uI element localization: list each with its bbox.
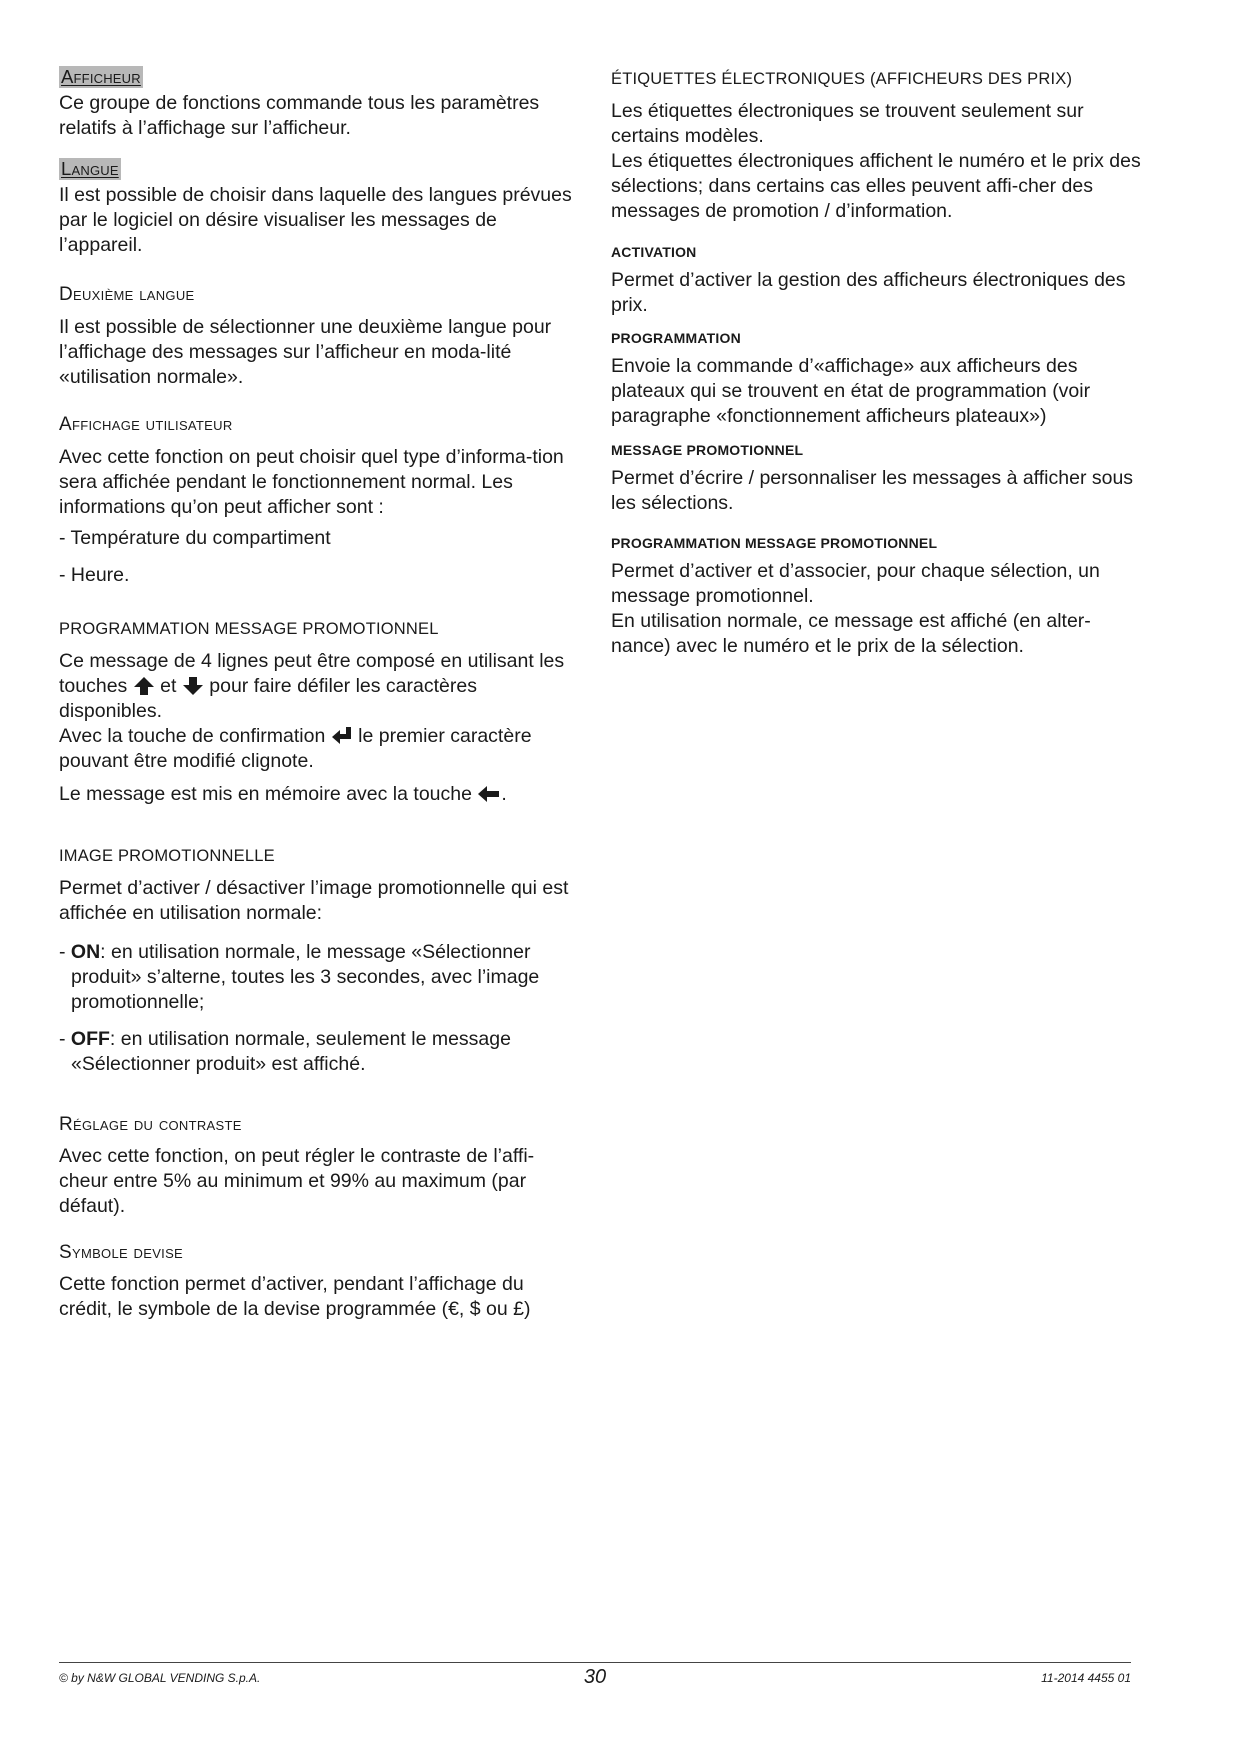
section-afficheur	[59, 66, 579, 141]
on-label: ON	[70, 941, 101, 963]
section-etiquettes	[611, 70, 1141, 224]
enter-icon	[331, 726, 353, 746]
afficheur-text: Ce groupe de fonctions commande tous les paramètres relatifs à l’affichage sur l’afficheur.	[59, 92, 540, 139]
etiquettes-text-2: Les étiquettes électroniques affichent le numéro et le prix des sélections; dans certains cas elles peuvent affi-cher des messages de promotion / d’information.	[611, 150, 1141, 222]
langue-text: Il est possible de choisir dans laquelle des langues prévues par le logiciel on désire visualiser les messages de l’appareil.	[59, 184, 572, 256]
list-item: - Température du compartiment	[59, 527, 331, 549]
section-affichage-utilisateur	[59, 414, 579, 588]
heading-deuxieme-langue: Deuxième langue	[59, 284, 195, 305]
list-item-off: - OFF: en utilisation normale, seulement le message «Sélectionner produit» est affiché.	[59, 1028, 511, 1075]
affichage-utilisateur-text: Avec cette fonction on peut choisir quel type d’informa-tion sera affichée pendant le fonctionnement normal. Les informations qu’on peut afficher sont :	[59, 446, 564, 518]
deuxieme-langue-text: Il est possible de sélectionner une deuxième langue pour l’affichage des messages sur l’afficheur en moda-lité «utilisation normale».	[59, 316, 552, 388]
heading-affichage-utilisateur: Affichage utilisateur	[59, 414, 233, 435]
off-label: OFF	[70, 1028, 110, 1050]
list-item-on: - ON: en utilisation normale, le message «Sélectionner produit» s’alterne, toutes les 3 secondes, avec l’image promotionnelle;	[59, 941, 540, 1013]
heading-programmation: PROGRAMMATION	[611, 330, 741, 346]
heading-langue: Langue	[61, 158, 119, 179]
section-message-promotionnel	[611, 442, 1141, 516]
list-item: - Heure.	[59, 564, 130, 586]
footer-divider	[59, 1662, 1131, 1663]
message-promotionnel-text: Permet d’écrire / personnaliser les messages à afficher sous les sélections.	[611, 467, 1134, 514]
programmation-text: Envoie la commande d’«affichage» aux afficheurs des plateaux qui se trouvent en état de programmation (voir paragraphe «fonctionnement afficheurs plateaux»)	[611, 355, 1091, 427]
heading-programmation-message: PROGRAMMATION MESSAGE PROMOTIONNEL	[59, 620, 439, 638]
arrow-down-icon	[182, 676, 204, 696]
heading-reglage-contraste: Réglage du contraste	[59, 1114, 242, 1135]
page-number: 30	[583, 1666, 607, 1688]
text-fragment: Avec la touche de confirmation	[59, 725, 326, 747]
text-fragment: Le message est mis en mémoire avec la touche	[59, 783, 472, 805]
programmation-message-save	[59, 782, 579, 807]
heading-symbole-devise: Symbole devise	[59, 1242, 184, 1263]
heading-activation: ACTIVATION	[611, 244, 697, 260]
heading-programmation-message-promotionnel: PROGRAMMATION MESSAGE PROMOTIONNEL	[611, 535, 938, 551]
heading-message-promotionnel: MESSAGE PROMOTIONNEL	[611, 442, 804, 458]
arrow-left-icon	[477, 784, 501, 804]
document-code: 11-2014 4455 01	[1041, 1671, 1131, 1685]
heading-image-promotionnelle: IMAGE PROMOTIONNELLE	[59, 847, 275, 865]
footer-copyright: © by N&W GLOBAL VENDING S.p.A.	[59, 1671, 261, 1685]
etiquettes-text-1: Les étiquettes électroniques se trouvent seulement sur certains modèles.	[611, 100, 1084, 147]
section-langue	[59, 158, 579, 258]
programmation-message-promotionnel-text-1: Permet d’activer et d’associer, pour chaque sélection, un message promotionnel.	[611, 560, 1100, 607]
off-text: : en utilisation normale, seulement le message «Sélectionner produit» est affiché.	[71, 1028, 511, 1075]
section-programmation-message	[59, 620, 579, 807]
text-fragment: et	[160, 675, 177, 697]
arrow-up-icon	[133, 676, 155, 696]
section-image-promotionnelle	[59, 847, 579, 1077]
section-reglage-contraste	[59, 1114, 579, 1219]
programmation-message-promotionnel-text-2: En utilisation normale, ce message est affiché (en alter-nance) avec le numéro et le prix de la sélection.	[611, 610, 1091, 657]
text-fragment: .	[501, 783, 507, 805]
section-programmation-message-promotionnel	[611, 535, 1141, 659]
on-text: : en utilisation normale, le message «Sélectionner produit» s’alterne, toutes les 3 secondes, avec l’image promotionnelle;	[71, 941, 540, 1013]
text-fragment: le premier caractère pouvant être modifié clignote.	[59, 725, 532, 772]
text-fragment: Ce message de 4 lignes peut être composé en utilisant les touches	[59, 650, 565, 697]
section-activation	[611, 244, 1141, 318]
programmation-message-text	[59, 649, 579, 774]
text-fragment: pour faire défiler les caractères disponibles.	[59, 675, 477, 722]
section-symbole-devise	[59, 1242, 579, 1322]
symbole-devise-text: Cette fonction permet d’activer, pendant l’affichage du crédit, le symbole de la devise programmée (€, $ ou £)	[59, 1273, 531, 1320]
heading-etiquettes: ÉTIQUETTES ÉLECTRONIQUES (AFFICHEURS DES PRIX)	[611, 70, 1073, 88]
heading-afficheur: Afficheur	[61, 66, 141, 87]
section-programmation	[611, 330, 1141, 429]
image-promotionnelle-text: Permet d’activer / désactiver l’image promotionnelle qui est affichée en utilisation normale:	[59, 877, 569, 924]
activation-text: Permet d’activer la gestion des afficheurs électroniques des prix.	[611, 269, 1126, 316]
section-deuxieme-langue	[59, 284, 579, 390]
reglage-contraste-text: Avec cette fonction, on peut régler le contraste de l’affi-cheur entre 5% au minimum et 99% au maximum (par défaut).	[59, 1145, 535, 1217]
